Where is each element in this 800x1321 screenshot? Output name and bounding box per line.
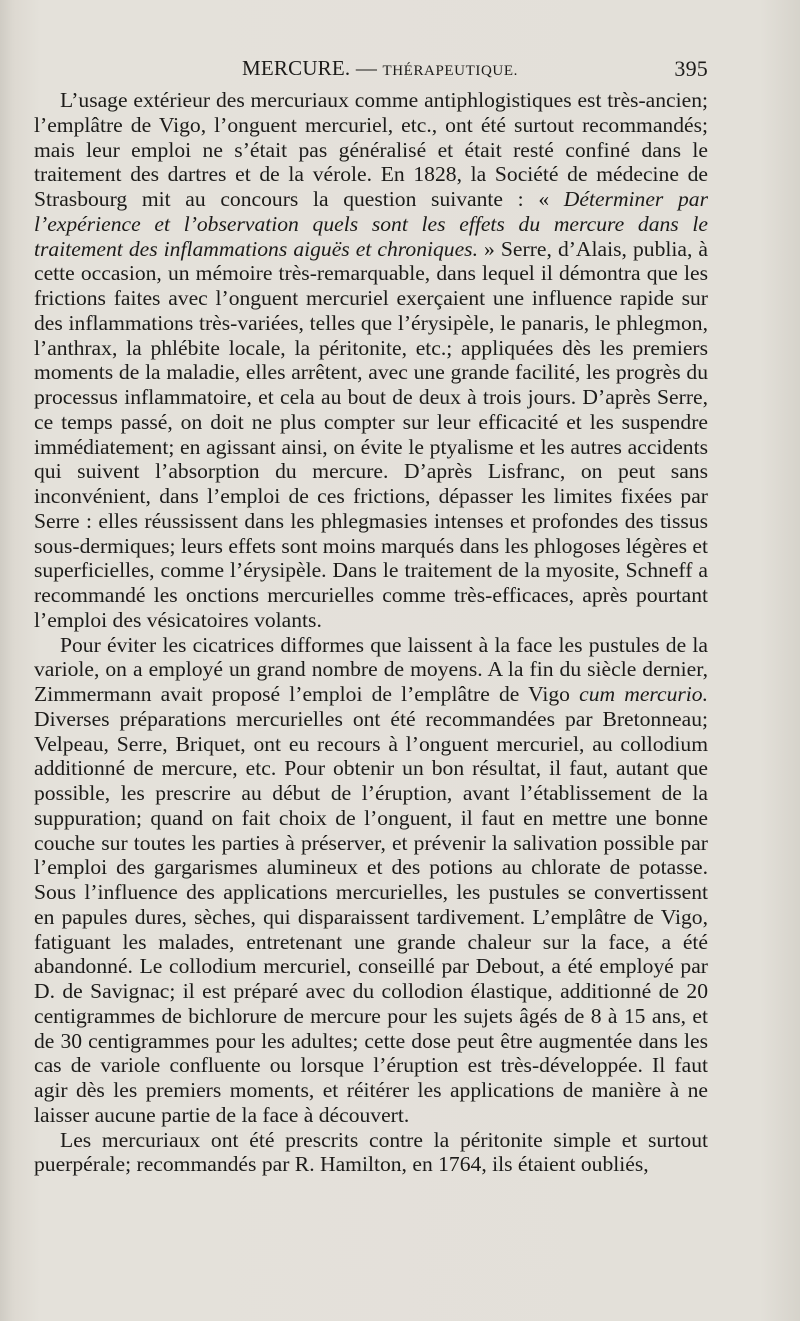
paragraph-variole-scars [34, 633, 708, 1128]
page-number: 395 [674, 56, 708, 81]
running-title [242, 56, 518, 81]
paragraph-peritonitis [34, 1128, 708, 1178]
body-text [34, 88, 708, 1177]
paragraph-2-text-b: Diverses préparations mercurielles ont été recommandées par Bretonneau; Velpeau, Serre, Briquet, ont eu recours à l’onguent mercuriel, au collodium additionné de mercure, etc. Pour obtenir un bon résultat, il faut, autant que possible, les prescrire au début de l’éruption, avant l’établissement de la suppuration; quand on fait choix de l’onguent, il faut en mettre une bonne couche sur toutes les parties à préserver, et prévenir la salivation possible par l’emploi des gargarismes alumineux et des potions au chlorate de potasse. Sous l’influence des applications mercurielles, les pustules se convertissent en papules dures, sèches, qui disparaissent tardivement. L’emplâtre de Vigo, fatiguant les malades, entretenant une grande chaleur sur la face, a été abandonné. Le collodium mercuriel, conseillé par Debout, a été employé par D. de Savignac; il est préparé avec du collodion élastique, additionné de 20 centigrammes de bichlorure de mercure pour les sujets âgés de 8 à 15 ans, et de 30 centigrammes pour les adultes; cette dose peut être augmentée dans les cas de variole confluente ou lorsque l’éruption est très-développée. Il faut agir dès les premiers moments, et réitérer les applications de manière à ne laisser aucune partie de la face à découvert. [34, 706, 708, 1127]
header-title-section: THÉRAPEUTIQUE. [382, 63, 518, 79]
paragraph-1-text-b: » Serre, d’Alais, publia, à cette occasion, un mémoire très-remarquable, dans lequel il démontra que les frictions faites avec l’onguent mercuriel exerçaient une influence rapide sur des inflammations très-variées, telles que l’érysipèle, le panaris, le phlegmon, l’anthrax, la phlébite locale, la péritonite, etc.; appliquées dès les premiers moments de la maladie, elles arrêtent, avec une grande facilité, les progrès du processus inflammatoire, et cela au bout de deux à trois jours. D’après Serre, ce temps passé, on doit ne plus compter sur leur efficacité et les suspendre immédiatement; en agissant ainsi, on évite le ptyalisme et les autres accidents qui suivent l’absorption du mercure. D’après Lisfranc, on peut sans inconvénient, dans l’emploi de ces frictions, dépasser les limites fixées par Serre : elles réussissent dans les phlegmasies intenses et profondes des tissus sous-dermiques; leurs effets sont moins marqués dans les phlogoses légères et superficielles, comme l’érysipèle. Dans le traitement de la myosite, Schneff a recommandé les onctions mercurielles comme très-efficaces, après pourtant l’emploi des vésicatoires volants. [34, 236, 708, 632]
paragraph-2-italic-latin: cum mercurio. [579, 682, 708, 706]
running-header [34, 56, 708, 86]
paragraph-1-italic-question: Déterminer par l’expérience et l’observation quels sont les effets du mercure dans le traitement des inflammations aiguës et chroniques. [34, 187, 708, 261]
header-dash: — [355, 56, 378, 80]
header-title-main: MERCURE. [242, 56, 351, 80]
paragraph-antiphlogistic-use [34, 88, 708, 633]
paragraph-1-text-a: L’usage extérieur des mercuriaux comme antiphlogistiques est très-ancien; l’emplâtre de Vigo, l’onguent mercuriel, etc., ont été surtout recommandés; mais leur emploi ne s’était pas généralisé et était resté confiné dans le traitement des dartres et de la vérole. En 1828, la Société de médecine de Strasbourg mit au concours la question suivante : « [34, 88, 708, 211]
paragraph-2-text-a: Pour éviter les cicatrices difformes que laissent à la face les pustules de la variole, on a employé un grand nombre de moyens. A la fin du siècle dernier, Zimmermann avait proposé l’emploi de l’emplâtre de Vigo [34, 632, 708, 706]
paragraph-3-text: Les mercuriaux ont été prescrits contre la péritonite simple et surtout puerpérale; recommandés par R. Hamilton, en 1764, ils étaient oubliés, [34, 1127, 708, 1177]
